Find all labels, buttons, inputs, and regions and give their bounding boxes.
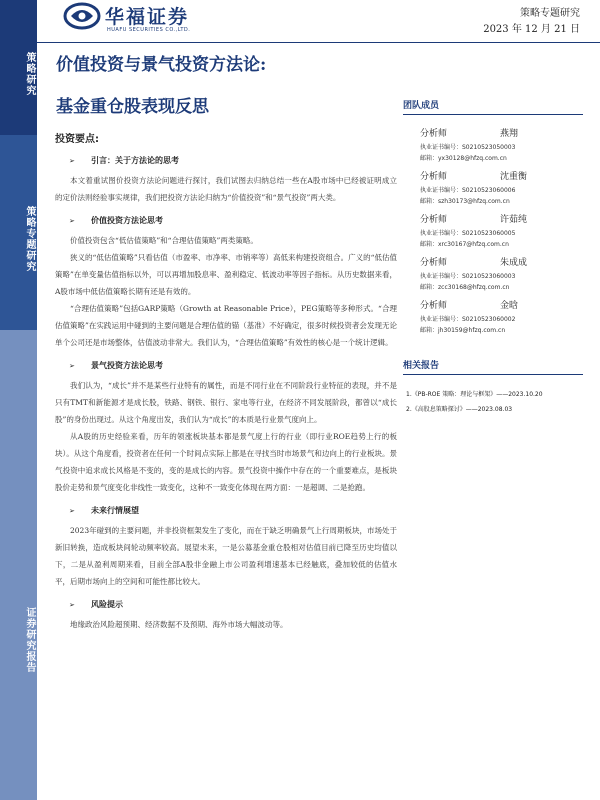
- sidebar: [0, 0, 37, 800]
- paragraph: 本文着重试图价投资方法论问题进行探讨，我们试图去归纳总结一些在A股市场中已经被证明成立的定价法则经验事实规律，我们把投资方法论归纳为“价值投资”和“景气投资”两大类。: [55, 176, 397, 202]
- analyst-cert: 执业证书编号：S0210523050003: [420, 144, 516, 151]
- paragraph: 从A股的历史经验来看，历年的领涨板块基本都是景气度上行的行业（即行业ROE趋势上行的板块）。从这个角度看，投资者在任何一个时间点实际上都是在寻找当时市场景气和边向上的行业板块。景气投资中追求成长风格是不变的，变的是成长的内容。景气投资中操作中存在的一个重要难点，是板块股价走势和景气度变化非线性一致变化，这种不一致变化体现在两方面：一是超调、二是抢跑。: [55, 432, 397, 492]
- analyst-cert: 执业证书编号：S0210523060005: [420, 230, 516, 237]
- section-risk-title: ➢ 风险提示: [69, 600, 123, 609]
- paragraph: “合理估值策略”包括GARP策略（Growth at Reasonable Price），PEG策略等多种形式。“合理估值策略”在实践运用中碰到的主要问题是合理估值的锚（基准）不好确定，很多时候投资者会发现无论单个公司还是市场整体，估值波动非常大。我们认为，“合理估值策略”有效性的核心是一个统计逻辑。: [55, 304, 397, 347]
- right-column: [403, 98, 583, 417]
- related-reports: [403, 358, 583, 417]
- analyst-cert: 执业证书编号：S0210523060002: [420, 316, 516, 323]
- arrow-bullet-icon: ➢: [69, 362, 75, 370]
- analyst-name: 燕翔: [500, 129, 519, 139]
- report-type: 策略专题研究: [520, 8, 580, 19]
- analyst-email[interactable]: 邮箱：zcc30168@hfzq.com.cn: [420, 284, 510, 291]
- paragraph: 我们认为，“成长”并不是某些行业特有的属性，而是不同行业在不同阶段行业特征的表现，并不是只有TMT和新能源才是成长股，铁路、钢铁、银行、家电等行业，在经济不同发展阶段，都曾以“成长股”的身份出现过。从这个角度出发，我们认为“成长”的本质是行业景气度向上。: [55, 381, 397, 424]
- arrow-bullet-icon: ➢: [69, 217, 75, 225]
- paragraph: 价值投资包含“低估值策略”和“合理估值策略”两类策略。: [70, 236, 258, 245]
- analyst-card: [403, 127, 583, 164]
- analyst-role: 分析师: [420, 258, 448, 268]
- header: [37, 0, 600, 43]
- arrow-bullet-icon: ➢: [69, 507, 75, 515]
- logo-text-en: HUAFU SECURITIES CO.,LTD.: [107, 27, 191, 33]
- paragraph: 2023年碰到的主要问题，并非投资框架发生了变化，而在于缺乏明确景气上行周期板块，市场处于新旧转换，造成板块间轮动频率较高。展望未来，一是公募基金重仓股相对估值目前已降至历史均值以下，二是从盈利周期来看，目前全部A股非金融上市公司盈利增速基本已经触底，叠加较低的估值水平，后期市场向上的空间和可能性都比较大。: [55, 526, 397, 586]
- analyst-name: 许茹纯: [500, 215, 528, 225]
- analyst-role: 分析师: [420, 301, 448, 311]
- analyst-email[interactable]: 邮箱：yx30128@hfzq.com.cn: [420, 155, 507, 162]
- investment-highlights-heading: 投资要点:: [55, 134, 99, 145]
- main-content: [55, 130, 397, 633]
- huafu-logo-icon: [63, 2, 101, 30]
- report-title-line1: 价值投资与景气投资方法论:: [56, 55, 267, 75]
- logo-text-cn: 华福证券: [105, 6, 190, 28]
- report-date: 2023 年 12 月 21 日: [483, 24, 580, 35]
- related-heading: 相关报告: [403, 358, 583, 375]
- analyst-card: [403, 170, 583, 207]
- sidebar-section-topic: 策略专题研究: [0, 135, 37, 330]
- paragraph: 狭义的“低估值策略”只看估值（市盈率、市净率、市销率等）高低来构建投资组合。广义的“低估值策略”在单变量估值指标以外，可以再增加股息率、盈利稳定、低波动率等因子指标。从历史数据来看，A股市场中低估值策略长期有还是有效的。: [55, 253, 397, 296]
- analyst-role: 分析师: [420, 129, 448, 139]
- section-intro-title: ➢ 引言：关于方法论的思考: [69, 156, 179, 165]
- analyst-name: 沈重衡: [500, 172, 528, 182]
- analyst-email[interactable]: 邮箱：szh30173@hfzq.com.cn: [420, 198, 510, 205]
- analyst-card: [403, 213, 583, 250]
- related-report-link[interactable]: 1.《PB-ROE 策略：理论与框架》——2023.10.20: [406, 391, 543, 398]
- analyst-email[interactable]: 邮箱：jh30159@hfzq.com.cn: [420, 327, 506, 334]
- team-heading: 团队成员: [403, 98, 583, 115]
- paragraph: 地缘政治风险超预期、经济数据不及预期、海外市场大幅波动等。: [70, 620, 288, 629]
- analyst-cert: 执业证书编号：S0210523060006: [420, 187, 516, 194]
- analyst-name: 金晗: [500, 301, 519, 311]
- related-report-link[interactable]: 2.《高股息策略探讨》——2023.08.03: [406, 406, 513, 413]
- arrow-bullet-icon: ➢: [69, 601, 75, 609]
- section-growth-title: ➢ 景气投资方法论思考: [69, 361, 163, 370]
- analyst-role: 分析师: [420, 172, 448, 182]
- section-outlook-title: ➢ 未来行情展望: [69, 506, 139, 515]
- sidebar-section-strategy: 策略研究: [0, 0, 37, 135]
- analyst-card: [403, 299, 583, 336]
- report-title-line2: 基金重仓股表现反思: [56, 97, 209, 117]
- arrow-bullet-icon: ➢: [69, 157, 75, 165]
- analyst-email[interactable]: 邮箱：xrc30167@hfzq.com.cn: [420, 241, 509, 248]
- sidebar-section-report: 证券研究报告: [0, 330, 37, 800]
- analyst-name: 朱成成: [500, 258, 528, 268]
- section-value-title: ➢ 价值投资方法论思考: [69, 216, 163, 225]
- analyst-cert: 执业证书编号：S0210523060003: [420, 273, 516, 280]
- analyst-role: 分析师: [420, 215, 448, 225]
- analyst-card: [403, 256, 583, 293]
